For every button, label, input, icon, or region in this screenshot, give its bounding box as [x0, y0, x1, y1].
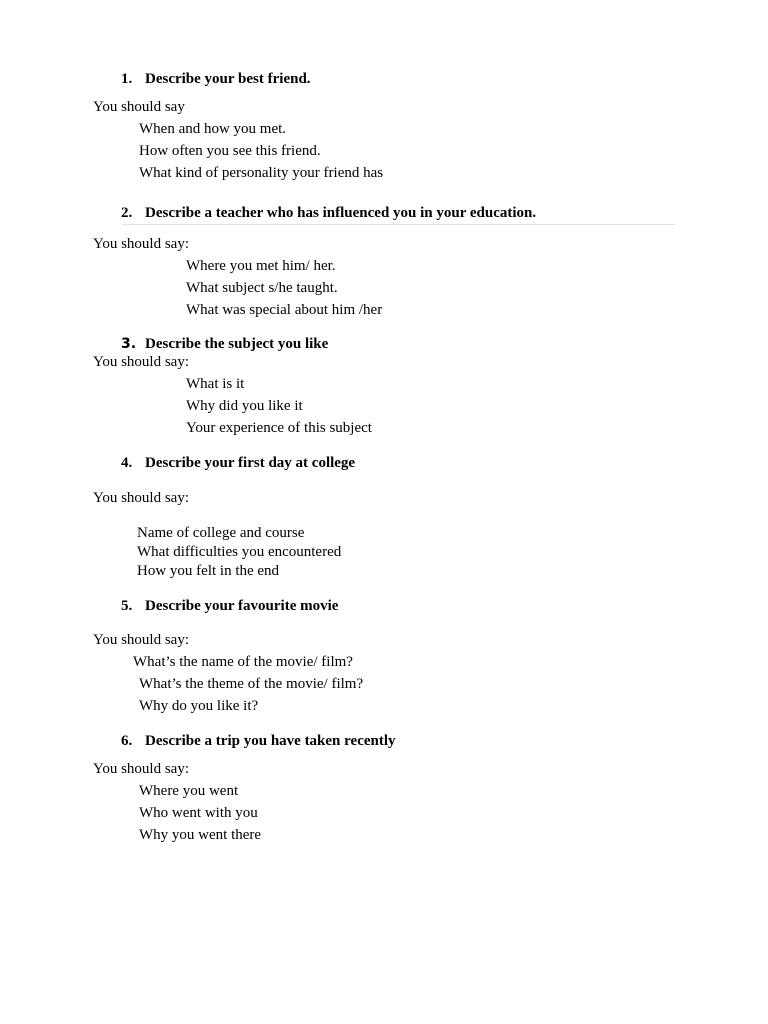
question-title: Describe your favourite movie — [145, 598, 339, 614]
list-item: What kind of personality your friend has — [139, 165, 384, 181]
question-number: 1. — [121, 71, 133, 87]
list-item: Who went with you — [139, 805, 258, 821]
question-number: 5. — [121, 598, 133, 614]
list-item: When and how you met. — [139, 121, 287, 137]
question-title: Describe the subject you like — [145, 336, 329, 352]
list-item: Where you went — [139, 783, 239, 799]
divider — [122, 224, 675, 225]
prompt-text: You should say: — [93, 236, 189, 252]
prompt-text: You should say — [93, 99, 185, 115]
prompt-text: You should say: — [93, 632, 189, 648]
question-title: Describe your best friend. — [145, 71, 311, 87]
prompt-text: You should say: — [93, 761, 189, 777]
list-item: Why did you like it — [186, 398, 303, 414]
list-item: Your experience of this subject — [186, 420, 372, 436]
question-number: 4. — [121, 455, 133, 471]
list-item: What’s the name of the movie/ film? — [133, 654, 353, 670]
list-item: What subject s/he taught. — [186, 280, 338, 296]
prompt-text: You should say: — [93, 354, 189, 370]
list-item: How you felt in the end — [137, 563, 280, 579]
list-item: Name of college and course — [137, 525, 305, 541]
list-item: What is it — [186, 376, 245, 392]
question-number: 2. — [121, 205, 133, 221]
list-item: Where you met him/ her. — [186, 258, 336, 274]
question-number: 6. — [121, 733, 133, 749]
question-number: 3. — [121, 336, 137, 352]
prompt-text: You should say: — [93, 490, 189, 506]
list-item: What’s the theme of the movie/ film? — [139, 676, 364, 692]
list-item: How often you see this friend. — [139, 143, 321, 159]
list-item: Why you went there — [139, 827, 262, 843]
list-item: What difficulties you encountered — [137, 544, 342, 560]
list-item: What was special about him /her — [186, 302, 383, 318]
list-item: Why do you like it? — [139, 698, 259, 714]
question-title: Describe a teacher who has influenced you in your education. — [145, 205, 537, 221]
question-title: Describe a trip you have taken recently — [145, 733, 396, 749]
question-title: Describe your first day at college — [145, 455, 356, 471]
